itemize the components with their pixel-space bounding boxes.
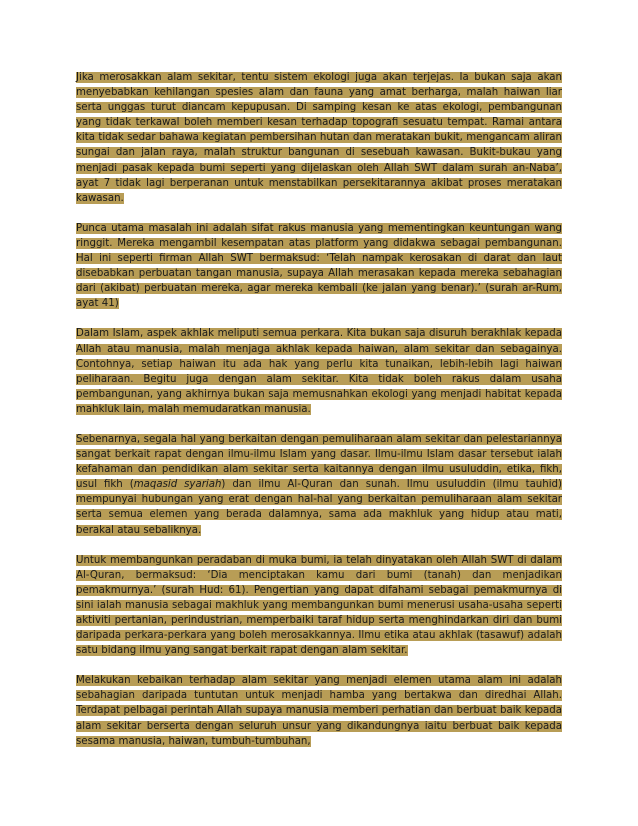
paragraph-4-italic-term: maqasid syariah [133, 479, 222, 491]
paragraph-5-text: Untuk membangunkan peradaban di muka bumi, ia telah dinyatakan oleh Allah SWT di dalam Al-Quran, bermaksud: ‘Dia menciptakan kamu dari bumi (tanah) dan menjadikan pemakmurnya.’ (surah Hud: 61). Pengertian yang dapat difahami sebagai pemakmurnya di sini ialah manusia sebagai makhluk yang membangunkan bumi menerusi usaha-usaha seperti aktiviti pertanian, perindustrian, memperbaiki taraf hidup serta menghindarkan diri dan bumi daripada perkara-perkara yang boleh merosakkannya. Ilmu etika atau akhlak (tasawuf) adalah satu bidang ilmu yang sangat berkait rapat dengan alam sekitar. [76, 554, 562, 657]
paragraph-6-text: Melakukan kebaikan terhadap alam sekitar yang menjadi elemen utama alam ini adalah sebahagian daripada tuntutan untuk menjadi hamba yang bertakwa dan diredhai Allah. Terdapat pelbagai perintah Allah supaya manusia memberi perhatian dan berbuat baik kepada alam sekitar berserta dengan seluruh unsur yang dikandungnya iaitu berbuat baik kepada sesama manusia, haiwan, tumbuh-tumbuhan, [76, 675, 562, 747]
paragraph-4-text-before: Sebenarnya, segala hal yang berkaitan dengan pemuliharaan alam sekitar dan pelestariannya sangat berkait rapat dengan ilmu-ilmu Islam yang dasar. Ilmu-ilmu Islam dasar tersebut ialah kefahaman dan pendidikan alam sekitar serta kaitannya dengan ilmu usuluddin, etika, fikh, usul fikh ( [76, 433, 562, 491]
paragraph-6 [76, 673, 562, 748]
paragraph-3 [76, 326, 562, 417]
paragraph-2 [76, 221, 562, 312]
paragraph-5 [76, 553, 562, 659]
paragraph-1 [76, 70, 562, 206]
paragraph-4 [76, 432, 562, 538]
document-body [76, 70, 562, 764]
paragraph-2-text: Punca utama masalah ini adalah sifat rakus manusia yang mementingkan keuntungan wang ringgit. Mereka mengambil kesempatan atas platform yang didakwa sebagai pembangunan. Hal ini seperti firman Allah SWT bermaksud: ‘Telah nampak kerosakan di darat dan laut disebabkan perbuatan tangan manusia, supaya Allah merasakan kepada mereka sebahagian dari (akibat) perbuatan mereka, agar mereka kembali (ke jalan yang benar).’ (surah ar-Rum, ayat 41) [76, 222, 562, 310]
paragraph-3-text: Dalam Islam, aspek akhlak meliputi semua perkara. Kita bukan saja disuruh berakhlak kepada Allah atau manusia, malah menjaga akhlak kepada haiwan, alam sekitar dan sebagainya. Contohnya, setiap haiwan itu ada hak yang perlu kita tunaikan, lebih-lebih lagi haiwan peliharaan. Begitu juga dengan alam sekitar. Kita tidak boleh rakus dalam usaha pembangunan, yang akhirnya bukan saja memusnahkan ekologi yang menjadi habitat kepada mahkluk lain, malah memudaratkan manusia. [76, 328, 562, 415]
paragraph-4-text-after: ) dan ilmu Al-Quran dan sunah. Ilmu usuluddin (ilmu tauhid) mempunyai hubungan yang erat dengan hal-hal yang berkaitan pemuliharaan alam sekitar serta semua elemen yang berada dalamnya, sama ada makhluk yang hidup atau mati, berakal atau sebaliknya. [76, 479, 562, 536]
paragraph-1-text: Jika merosakkan alam sekitar, tentu sistem ekologi juga akan terjejas. Ia bukan saja akan menyebabkan kehilangan spesies alam dan fauna yang amat berharga, malah haiwan liar serta unggas turut diancam kepupusan. Di samping kesan ke atas ekologi, pembangunan yang tidak terkawal boleh memberi kesan terhadap topografi sesuatu tempat. Ramai antara kita tidak sedar bahawa kegiatan pembersihan hutan dan meratakan bukit, mengancam aliran sungai dan jalan raya, malah struktur bangunan di sesebuah kawasan. Bukit-bukau yang menjadi pasak kepada bumi seperti yang dijelaskan oleh Allah SWT dalam surah an-Naba’, ayat 7 tidak lagi berperanan untuk menstabilkan persekitarannya akibat proses meratakan kawasan. [76, 72, 562, 204]
